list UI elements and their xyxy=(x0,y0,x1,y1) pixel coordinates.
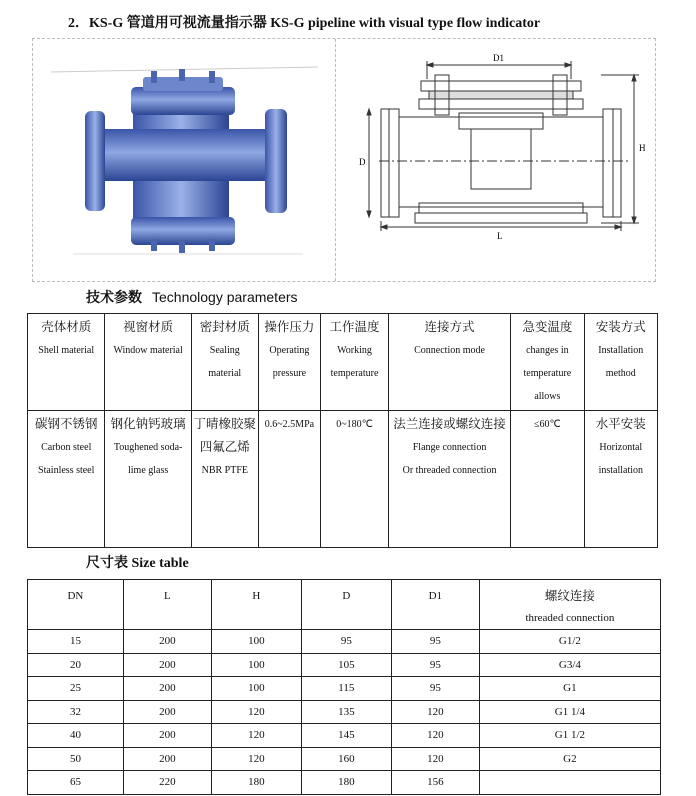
tech-heading-en: Technology parameters xyxy=(152,289,298,305)
tech-value-zh: 法兰连接或螺纹连接 xyxy=(393,417,506,431)
tech-header-en: Connection mode xyxy=(414,345,485,356)
tech-header-zh: 急变温度 xyxy=(522,320,573,334)
tech-value-en: Flange connection xyxy=(412,442,487,453)
tech-value-en: Stainless steel xyxy=(38,465,95,476)
tech-section-heading xyxy=(86,287,298,307)
table-cell: 115 xyxy=(301,677,391,701)
tech-header-zh: 操作压力 xyxy=(264,320,315,334)
table-row xyxy=(28,700,661,724)
table-cell: 15 xyxy=(28,630,124,654)
table-cell: 200 xyxy=(123,700,211,724)
tech-value-en: Horizontal installation xyxy=(598,442,644,476)
table-row xyxy=(28,771,661,795)
table-cell: 200 xyxy=(123,747,211,771)
table-cell: 120 xyxy=(391,747,479,771)
table-cell: 40 xyxy=(28,724,124,748)
table-cell: 95 xyxy=(301,630,391,654)
size-section-heading xyxy=(86,552,189,572)
tech-header-zh: 密封材质 xyxy=(199,320,250,334)
table-cell: 100 xyxy=(211,653,301,677)
size-header-cell: H xyxy=(211,580,301,630)
tech-value-en: Carbon steel xyxy=(41,442,92,453)
tech-header-en: changes in temperature allows xyxy=(523,345,572,402)
table-cell: 95 xyxy=(391,677,479,701)
product-figure xyxy=(32,38,656,282)
table-cell: G2 xyxy=(479,747,660,771)
tech-header-en: Window material xyxy=(113,345,183,356)
table-cell: 156 xyxy=(391,771,479,795)
table-cell: 105 xyxy=(301,653,391,677)
table-cell: 135 xyxy=(301,700,391,724)
tech-value-zh: 碳钢不锈钢 xyxy=(34,417,98,431)
size-header-cell: D xyxy=(301,580,391,630)
tech-header-zh: 连接方式 xyxy=(424,320,475,334)
dim-label-h: H xyxy=(639,143,646,153)
table-cell: 120 xyxy=(391,700,479,724)
size-heading-zh: 尺寸表 xyxy=(86,556,128,571)
table-cell: G1 1/4 xyxy=(479,700,660,724)
table-cell: 95 xyxy=(391,630,479,654)
tech-header-en: Sealing material xyxy=(208,345,242,379)
table-cell: 200 xyxy=(123,677,211,701)
tech-header-zh: 视窗材质 xyxy=(123,320,174,334)
page-title: 2．KS-G 管道用可视流量指示器 KS-G pipeline with visual type flow indicator xyxy=(68,16,541,31)
dimension-drawing xyxy=(339,39,655,281)
dim-label-d1: D1 xyxy=(493,53,504,63)
tech-header-en: Operating pressure xyxy=(269,345,310,379)
tech-value-en: ≤60℃ xyxy=(534,419,561,430)
table-row xyxy=(28,630,661,654)
table-cell: G1 xyxy=(479,677,660,701)
tech-value-zh: 丁晴橡胶聚四氟乙烯 xyxy=(193,417,257,454)
tech-header-zh: 安装方式 xyxy=(595,320,646,334)
table-cell: 25 xyxy=(28,677,124,701)
table-row xyxy=(28,747,661,771)
size-table xyxy=(27,579,661,795)
dim-label-l: L xyxy=(497,231,503,241)
tech-table xyxy=(27,313,658,548)
table-row xyxy=(28,653,661,677)
size-heading-en: Size table xyxy=(131,556,189,571)
table-cell: 20 xyxy=(28,653,124,677)
tech-header-zh: 工作温度 xyxy=(329,320,380,334)
table-cell: 95 xyxy=(391,653,479,677)
size-header-cell: L xyxy=(123,580,211,630)
tech-heading-zh: 技术参数 xyxy=(86,291,142,306)
size-header-thread-en: threaded connection xyxy=(525,612,615,624)
table-cell: 145 xyxy=(301,724,391,748)
table-cell: G1 1/2 xyxy=(479,724,660,748)
table-cell: 120 xyxy=(211,747,301,771)
tech-header-row xyxy=(28,314,658,411)
table-cell: G3/4 xyxy=(479,653,660,677)
table-cell: 32 xyxy=(28,700,124,724)
tech-value-en: 0~180℃ xyxy=(336,419,373,430)
tech-header-zh: 壳体材质 xyxy=(41,320,92,334)
size-header-cell: DN xyxy=(28,580,124,630)
table-cell: 200 xyxy=(123,653,211,677)
tech-header-en: Working temperature xyxy=(330,345,379,379)
product-photo xyxy=(33,39,333,281)
table-cell: 100 xyxy=(211,677,301,701)
tech-value-en: Toughened soda-lime glass xyxy=(113,442,183,476)
table-row xyxy=(28,724,661,748)
tech-value-en: Or threaded connection xyxy=(402,465,497,476)
tech-value-zh: 水平安装 xyxy=(595,417,646,431)
table-cell xyxy=(479,771,660,795)
tech-value-zh: 钢化钠钙玻璃 xyxy=(110,417,186,431)
table-cell: 200 xyxy=(123,630,211,654)
tech-value-en: NBR PTFE xyxy=(201,465,248,476)
table-cell: 180 xyxy=(211,771,301,795)
size-header-thread-zh: 螺纹连接 xyxy=(544,589,595,603)
table-cell: 220 xyxy=(123,771,211,795)
table-cell: 50 xyxy=(28,747,124,771)
table-cell: 120 xyxy=(391,724,479,748)
table-cell: 65 xyxy=(28,771,124,795)
table-cell: G1/2 xyxy=(479,630,660,654)
table-cell: 180 xyxy=(301,771,391,795)
table-row xyxy=(28,677,661,701)
size-header-row xyxy=(28,580,661,630)
table-cell: 160 xyxy=(301,747,391,771)
size-header-cell: D1 xyxy=(391,580,479,630)
dim-label-d: D xyxy=(359,157,366,167)
tech-value-row xyxy=(28,411,658,548)
tech-header-en: Installation method xyxy=(598,345,644,379)
tech-value-en: 0.6~2.5MPa xyxy=(264,419,315,430)
table-cell: 200 xyxy=(123,724,211,748)
table-cell: 100 xyxy=(211,630,301,654)
table-cell: 120 xyxy=(211,724,301,748)
table-cell: 120 xyxy=(211,700,301,724)
tech-header-en: Shell material xyxy=(38,345,95,356)
